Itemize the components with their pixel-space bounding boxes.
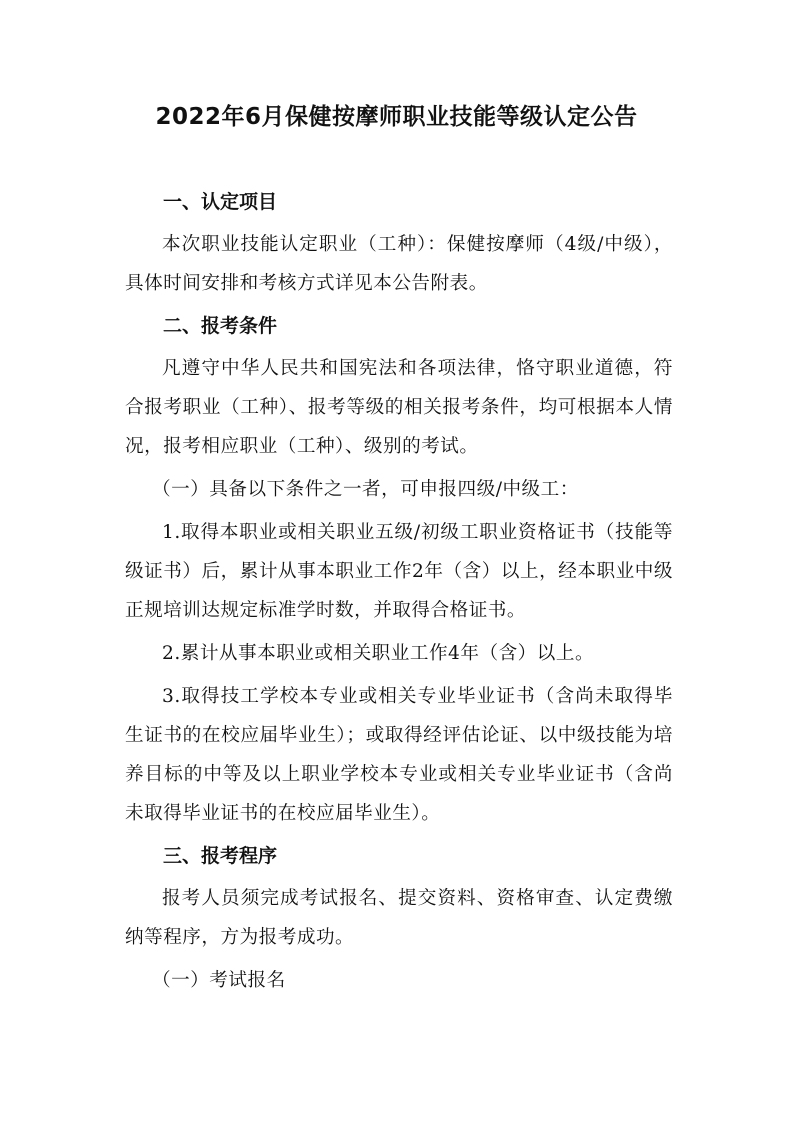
list-item-condition-3: 3.取得技工学校本专业或相关专业毕业证书（含尚未取得毕生证书的在校应届毕业生）；或取得经评估论证、以中级技能为培养目标的中等及以上职业学校本专业或相关专业毕业证书（含尚未取得毕业证书的在校应届毕业生）。 [125,686,673,824]
section-heading-eligibility: 二、报考条件 [163,315,278,337]
document-title: 2022年6月保健按摩师职业技能等级认定公告 [155,104,638,130]
section-heading-certification-items: 一、认定项目 [163,191,278,213]
paragraph-procedure: 报考人员须完成考试报名、提交资料、资格审查、认定费缴纳等程序，方为报考成功。 [125,888,673,948]
section-heading-procedure: 三、报考程序 [163,845,278,867]
list-item-condition-2: 2.累计从事本职业或相关职业工作4年（含）以上。 [162,643,595,664]
list-item-condition-1: 1.取得本职业或相关职业五级/初级工职业资格证书（技能等级证书）后，累计从事本职业工作2年（含）以上，经本职业中级正规培训达规定标准学时数，并取得合格证书。 [125,522,673,621]
document-body [125,183,673,1000]
subheading-registration: （一）考试报名 [152,970,286,991]
subheading-level4-conditions: （一）具备以下条件之一者，可申报四级/中级工： [152,479,579,500]
paragraph-certification-items: 本次职业技能认定职业（工种）：保健按摩师（4级/中级），具体时间安排和考核方式详见本公告附表。 [125,234,673,294]
paragraph-eligibility: 凡遵守中华人民共和国宪法和各项法律，恪守职业道德，符合报考职业（工种）、报考等级的相关报考条件，均可根据本人情况，报考相应职业（工种）、级别的考试。 [125,358,673,457]
